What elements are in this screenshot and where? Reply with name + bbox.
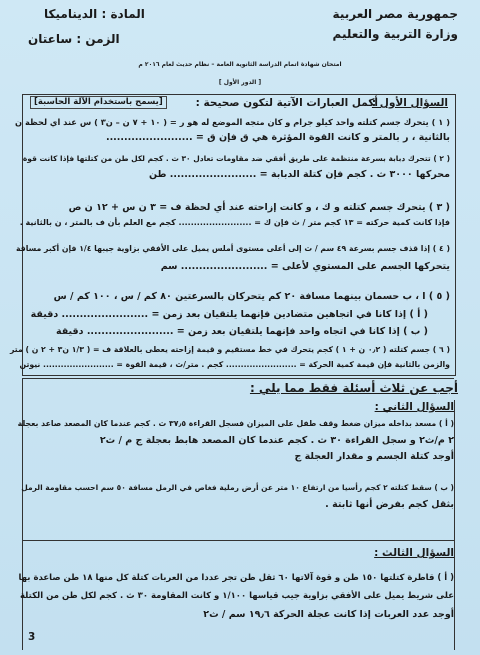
q2-item-b-line2: بثقل كجم بفرض أنها ثابتة . [325, 499, 454, 510]
q1-item5-line1: ( ٥ ) ا ، ب حسمان بينهما مسافة ٢٠ كم يتحركان بالسرعتين ٨٠ كم / س ، ١٠٠ كم / س [53, 291, 450, 302]
q1-item4-line2: يتحركها الجسم على المستوي لأعلى = ........................ سم [160, 261, 450, 272]
q1-item5-part-b: ( ب ) إذا كانا في اتجاه واحد فإنهما يلتقيان بعد زمن = ........................ دقيقة [55, 326, 428, 337]
subject-value: الديناميكا [44, 7, 98, 21]
q1-item3-line2: فإذا كانت كمية حركته = ١٣ كجم متر / ث فإن ك = ........................ كجم مع العلم بأن ف بالمتر ، ن بالثانية . [19, 218, 450, 227]
exam-title: امتحان شهادة اتمام الدراسة الثانوية العامة – نظام حديث لعام ٢٠١٦ م [138, 61, 342, 68]
q1-heading: السؤال الأول : [371, 97, 448, 109]
q1-item5-part-a: ( أ ) إذا كانا في اتجاهين متضادين فإنهما يلتقيان بعد زمن = ........................ دقيقة [30, 309, 428, 320]
divider-top [22, 378, 454, 379]
q1-item6-line1: ( ٦ ) جسم كتلته ( ٠٫٢ ن + ١ ) كجم يتحرك في خط مستقيم و قيمة إزاحته يعطى بالعلاقة ف = ( ١/٣ ن٣ + ٢ ن ) متر [9, 345, 450, 354]
subject-field [44, 8, 145, 20]
q1-item1-line2: بالثانية ، ر بالمتر و كانت القوة المؤثرة هي ق فإن ق = ........................ [105, 132, 450, 143]
divider-middle [22, 540, 454, 541]
q1-item1-line1: ( ١ ) يتحرك جسم كتلته واحد كيلو جرام و كان متجه الموضع له هو ر = ( ١٠ + ٧ ن – ن٣ ) س عند اي لحظة ن [15, 117, 450, 127]
q3-heading: السؤال الثالث : [374, 547, 454, 559]
q1-item3-line1: ( ٣ ) يتحرك جسم كتلته و ك ، و كانت إزاحته عند أي لحظة ف = ٣ ن س + ١٢ ن ص [68, 202, 450, 213]
time-value: ساعتان [28, 32, 73, 46]
q2-heading: السؤال الثاني : [374, 401, 454, 413]
time-field [28, 33, 120, 45]
ministry-name: وزارة التربية والتعليم [332, 27, 458, 41]
q1-item4-line1: ( ٤ ) إذا قذف جسم بسرعة ٤٩ سم / ث إلى أعلى مستوى أملس يميل على الأفقي بزاوية جيبها ١/٤ فإن أكبر مسافة [15, 244, 450, 253]
right-border [454, 400, 455, 650]
section2-heading: أجب عن ثلاث أسئلة فقط مما يلي : [249, 381, 458, 395]
q3-item-a-line1: ( أ ) قاطرة كتلتها ١٥٠ طن و قوة آلاتها ٦٠ ثقل طن تجر عددا من العربات كتلة كل منها ١٨ طن صاعدة بها [18, 573, 454, 583]
country-name: جمهورية مصر العربية [332, 7, 458, 21]
page-number: 3 [28, 631, 36, 643]
exam-round: [ الدور الأول ] [218, 79, 262, 86]
q2-item-a-line1: ( أ ) مسعد بداخله ميزان ضغط وقف طفل على الميزان فسجل القراءة ٣٧٫٥ ث . كجم عندما كان المصعد صاعد بعجلة [17, 419, 454, 428]
q2-item-b-line1: ( ب ) سقط كتلته ٢ كجم رأسيا من ارتفاع ١٠ متر عن أرض رملية فغاص في الرمل مسافة ٥٠ سم احسب مقاومة الرمل [21, 483, 454, 492]
subject-label: المادة : [101, 7, 145, 21]
q2-item-a-line3: أوجد كتلة الجسم و مقدار العجلة ج [294, 451, 454, 462]
q1-item2-line2: محركها ٣٠٠٠ ث . كجم فإن كتلة الدبابة = ........................ طن [148, 169, 450, 180]
q1-instruction: أكمل العبارات الآتية لتكون صحيحة : [195, 97, 378, 109]
q3-item-a-line3: أوجد عدد العربات إذا كانت عجلة الحركة ١٩٫٦ سم / ث٢ [203, 609, 454, 620]
calculator-note: [يسمح باستخدام الآلة الحاسبة] [30, 96, 167, 109]
q1-item6-line2: والزمن بالثانية فإن قيمة كمية الحركة = ........................ كجم . متر/ث ، قيمة القوة = ........................ نيوتن [19, 360, 450, 369]
q2-item-a-line2: ٢ م/ث٢ و سجل القراءة ٣٠ ث . كجم عندما كان المصعد هابط بعجلة ج م / ث٢ [99, 435, 454, 446]
q1-item2-line1: ( ٢ ) تتحرك دبابة بسرعة منتظمة على طريق أفقي ضد مقاومات تعادل ٣٠ ث . كجم لكل طن من كتلتها فإذا كانت قوة [22, 154, 450, 163]
q3-item-a-line2: على شريط يميل على الأفقي بزاوية جيب قياسها ١/١٠٠ و كانت المقاومة ٣٠ ث . كجم لكل طن من الكتلة [19, 591, 454, 601]
time-label: الزمن : [76, 32, 120, 46]
